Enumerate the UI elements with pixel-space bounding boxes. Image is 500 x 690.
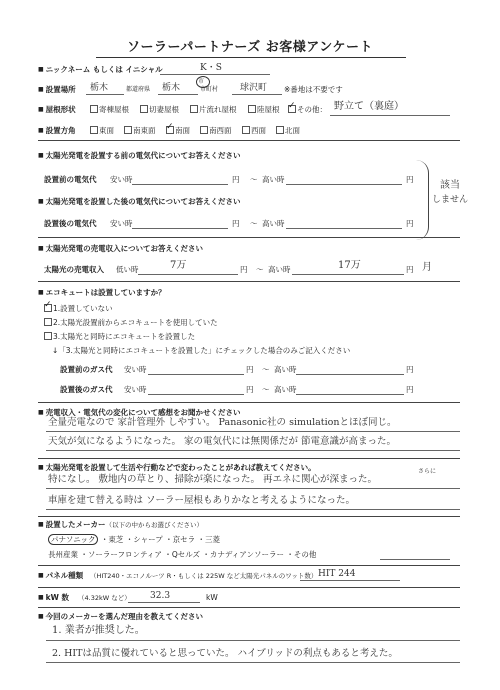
income-low-value[interactable]: 7万 [170,260,187,271]
maker-option-canadian-solar[interactable]: カナディアンソーラー [209,550,284,559]
checkbox[interactable] [124,126,132,134]
after-usage-label: 設置後の電気代 [44,219,97,228]
maker-option-solar-frontier[interactable]: ソーラーフロンティア [87,550,162,559]
pref-suffix: 都道府県 [126,86,151,93]
lifestyle-heading: ■ 太陽光発電を設置して生活や行動などで変わったことがあれば教えてください。 [38,463,316,473]
kw-note: （4.32kW など） [78,594,131,602]
before-high-field[interactable] [286,184,402,185]
before-range-tilde: 〜 [250,175,258,184]
gas-after-high-unit: 円 [406,385,414,394]
ecocute-option-1[interactable]: ✓1.設置していない [44,304,113,314]
after-low-label: 安い時 [110,219,133,228]
checkbox[interactable] [44,332,52,340]
gas-before-low-label: 安い時 [124,365,147,374]
panel-label: ■ パネル種類 [38,571,83,581]
location-town-value[interactable]: 球沢町 [240,83,268,93]
handwritten-brace [416,160,429,240]
gas-before-low-unit: 円 [246,365,254,374]
location-city-value[interactable]: 栃木 [162,83,181,93]
town-underline [232,94,282,95]
after-low-field[interactable] [132,228,228,229]
checkbox[interactable] [248,105,256,113]
direction-option-southeast[interactable]: 南東面 [124,126,156,136]
after-high-unit: 円 [406,219,414,228]
checkbox[interactable] [276,126,284,134]
income-high-value[interactable]: 17万 [338,260,361,271]
city-suffix: 市町村 [200,86,219,93]
lifestyle-line-2[interactable]: 車庫を建て替える時は ソーラー屋根もありかなと考えるようになった。 [48,495,356,506]
location-note: ※番地は不要です [284,85,343,94]
roof-option-4[interactable]: 陸屋根 [248,105,280,115]
ecocute-option-3[interactable]: 3.太陽光と同時にエコキュートを設置した [44,332,195,342]
gas-before-low-field[interactable] [148,374,244,375]
before-high-label: 高い時 [262,175,285,184]
not-applicable-note-1: 該当 [440,180,460,191]
gas-after-tilde: 〜 [262,385,270,394]
income-high-field [292,274,404,275]
gas-before-high-unit: 円 [406,365,414,374]
direction-label: ■ 設置方角 [38,126,76,136]
before-usage-heading: ■ 太陽光発電を設置する前の電気代についてお答えください [38,151,241,161]
gas-after-label: 設置後のガス代 [60,385,113,394]
checkbox[interactable] [44,318,52,326]
panel-underline [300,580,400,581]
divider [38,140,460,141]
income-low-label: 低い時 [116,265,139,274]
city-suffix-circle [196,76,210,88]
income-range-tilde: 〜 [256,265,264,274]
gas-before-tilde: 〜 [262,365,270,374]
before-high-unit: 円 [406,175,414,184]
direction-option-west[interactable]: 西面 [242,126,266,136]
reason-heading: ■ 今回のメーカーを選んだ理由を教えてください [38,612,203,622]
ecocute-heading: ■ エコキュートは設置していますか？ [38,288,166,298]
maker-option-toshiba[interactable]: 東芝 [108,535,124,544]
gas-after-low-unit: 円 [246,385,254,394]
income-heading: ■ 太陽光発電の売電収入についてお答えください [38,244,203,254]
divider [38,516,460,517]
before-low-unit: 円 [232,175,240,184]
checkbox[interactable] [90,105,98,113]
divider [38,607,460,608]
income-high-label: 高い時 [268,265,291,274]
kw-value[interactable]: 32.3 [150,591,171,601]
checkbox[interactable] [140,105,148,113]
after-low-unit: 円 [232,219,240,228]
checkbox-checked[interactable] [44,304,52,312]
maker-option-choshu[interactable]: 長州産業 [48,550,78,559]
divider [38,402,460,403]
maker-row-2: 長州産業 ・ソーラーフロンティア ・Qセルズ ・カナディアンソーラー ・その他 [48,550,317,559]
nickname-value[interactable]: K・S [200,63,222,73]
roof-option-3[interactable]: 片流れ屋根 [190,105,237,115]
kw-underline [128,602,200,603]
maker-other-field[interactable] [380,559,450,560]
divider [38,587,460,588]
income-high-unit: 円 [406,265,414,274]
city-underline [158,94,198,95]
direction-option-east[interactable]: 東面 [90,126,114,136]
after-range-tilde: 〜 [250,219,258,228]
direction-option-southwest[interactable]: 南西面 [200,126,232,136]
maker-heading-note: （以下の中からお選びください） [105,521,204,529]
lifestyle-underline-1 [46,488,460,489]
roof-other-value[interactable]: 野立て（裏庭） [334,101,404,112]
roof-option-1[interactable]: 寄棟屋根 [90,105,129,115]
reason-line-2[interactable]: 2. HITは品質に優れていると思っていた。 ハイブリッドの利点もあると考えた。 [52,648,398,659]
gas-after-low-field[interactable] [148,394,244,395]
lifestyle-line-1[interactable]: 特になし。 敷地内の草とり、掃除が楽になった。 再エネに関心が深まった。 [48,474,378,485]
nickname-label: ■ ニックネーム もしくは イニシャル [38,65,163,75]
income-label: 太陽光の売電収入 [44,265,104,274]
panel-note: （HIT240・エコノルーツ R・もしくは 225W など太陽光パネルのワット数） [90,572,318,580]
nickname-underline [160,74,270,75]
gas-after-low-label: 安い時 [124,385,147,394]
location-label: ■ 設置場所 [38,85,76,95]
feelings-underline-1 [46,431,460,432]
maker-option-mitsubishi[interactable]: 三菱 [205,535,221,544]
gas-before-high-label: 高い時 [274,365,297,374]
after-high-field[interactable] [286,228,402,229]
divider [38,565,460,566]
lifestyle-insert-handwritten: さらに [418,468,437,475]
gas-before-high-field[interactable] [296,374,404,375]
divider [38,458,460,459]
panel-value[interactable]: HIT 244 [318,569,356,579]
kw-unit: kW [206,593,218,602]
page-title: ソーラーパートナーズ お客様アンケート [127,40,373,55]
title-underline [96,57,406,58]
checkbox[interactable] [90,126,98,134]
income-low-field [138,274,238,275]
gas-before-label: 設置前のガス代 [60,365,113,374]
ecocute-note: ↓「3.太陽光と同時にエコキュートを設置した」にチェックした場合のみご記入ください [52,346,351,355]
checkbox[interactable] [200,126,208,134]
maker-option-other[interactable]: その他 [293,550,317,559]
roof-option-other[interactable]: ✓ その他： [288,105,327,115]
maker-option-kyocera[interactable]: 京セラ [172,535,196,544]
pref-underline [86,94,124,95]
maker-option-qcells[interactable]: Qセルズ [171,550,200,559]
reason-line-1[interactable]: 1. 業者が推奨した。 [52,625,145,636]
roof-label: ■ 屋根形状 [38,105,76,115]
feelings-heading: ■ 売電収入・電気代の変化について感想をお聞かせください [38,408,241,418]
before-low-label: 安い時 [110,175,133,184]
maker-option-sharp[interactable]: シャープ [133,535,163,544]
before-low-field[interactable] [132,184,228,185]
after-high-label: 高い時 [262,219,285,228]
not-applicable-note-2: しません [432,195,469,205]
checkbox[interactable] [242,126,250,134]
roof-other-underline [330,115,450,116]
checkbox-checked[interactable] [288,105,296,113]
income-low-unit: 円 [240,265,248,274]
before-usage-label: 設置前の電気代 [44,175,97,184]
lifestyle-underline-2 [46,509,460,510]
checkbox-checked[interactable] [166,126,174,134]
income-period: 月 [422,262,432,273]
gas-after-high-label: 高い時 [274,385,297,394]
kw-label: ■ kW 数 [38,593,69,603]
feelings-line-2[interactable]: 天気が気になるようになった。 家の電気代には無関係だが 節電意識が高まった。 [48,436,397,447]
roof-option-2[interactable]: 切妻屋根 [140,105,179,115]
divider [38,281,460,282]
after-usage-heading: ■ 太陽光発電を設置した後の電気代についてお答えください [38,197,241,207]
feelings-line-1[interactable]: 全量売電なので 家計管理外 しやすい。 Panasonic社の simulationとほぼ同じ。 [48,417,397,428]
direction-option-north[interactable]: 北面 [276,126,300,136]
maker-option-panasonic-selected[interactable]: パナソニック [48,534,98,545]
direction-option-south[interactable]: ✓ 南面 [166,126,190,136]
maker-heading: ■ 設置したメーカー（以下の中からお選びください） [38,520,203,530]
checkbox[interactable] [190,105,198,113]
location-pref-value[interactable]: 栃木 [90,83,109,93]
city-suffix-handwritten: 市 [198,78,205,85]
gas-after-high-field[interactable] [296,394,404,395]
divider [38,237,460,238]
reason-underline-2 [46,662,460,663]
reason-underline-1 [46,640,460,641]
feelings-underline-2 [46,450,460,451]
ecocute-option-2[interactable]: 2.太陽光設置前からエコキュートを使用していた [44,318,218,328]
maker-row-1: パナソニック ・東芝 ・シャープ ・京セラ ・三菱 [48,535,220,545]
